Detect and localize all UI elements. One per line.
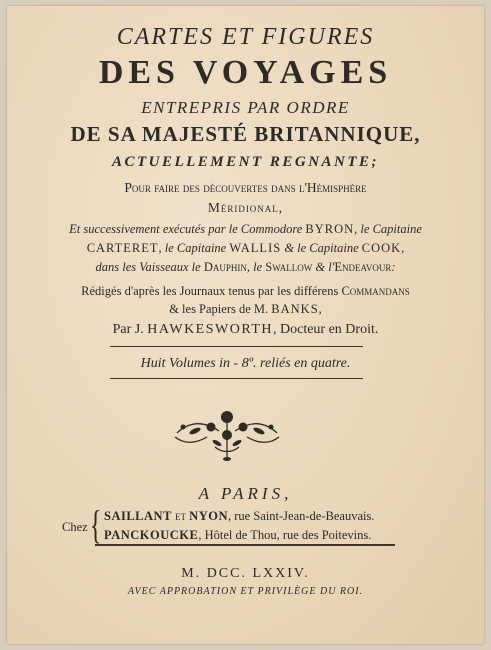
text: , le Capitaine <box>354 222 422 236</box>
volumes-line: Huit Volumes in - 8º. reliés en quatre. <box>140 356 351 371</box>
rule-imprint <box>95 544 395 546</box>
floral-vignette-icon <box>167 401 287 466</box>
text: , Docteur en Droit. <box>273 322 379 337</box>
text: & le Capitaine <box>281 241 362 255</box>
rule-bottom <box>110 378 363 379</box>
publisher-line-1 <box>104 509 374 524</box>
chez-label: Chez <box>62 520 88 534</box>
text: et <box>171 509 190 523</box>
curly-brace-icon: { <box>89 502 102 547</box>
name-nyon: NYON <box>189 509 228 523</box>
ship-endeavour: Endeavour <box>334 260 392 274</box>
redactes-line-1 <box>7 284 484 299</box>
explorers-line-2 <box>7 241 484 256</box>
name-saillant: SAILLANT <box>104 509 172 523</box>
text: , le <box>246 260 266 274</box>
commandans: Commandans <box>341 284 410 298</box>
text: Et successivement exécutés par le Commodore <box>69 222 306 236</box>
title-line-voyages: DES VOYAGES <box>98 54 393 91</box>
title-line-cartes: CARTES ET FIGURES <box>116 24 375 50</box>
description-line-2: Méridional, <box>207 200 284 215</box>
name-byron: BYRON <box>305 222 355 236</box>
rule-top <box>110 346 363 347</box>
name-banks: BANKS <box>271 302 319 316</box>
ships-line <box>7 260 484 275</box>
explorers-line-1 <box>7 222 484 237</box>
date-line: M. DCC. LXXIV. <box>181 566 310 581</box>
publisher-line-2 <box>104 528 371 543</box>
text: , <box>401 241 405 255</box>
name-wallis: WALLIS <box>229 241 282 255</box>
name-cook: COOK <box>361 241 402 255</box>
imprint-block <box>62 502 462 553</box>
text: , rue Saint-Jean-de-Beauvais. <box>227 509 375 523</box>
name-carteret: CARTERET <box>86 241 159 255</box>
author-line <box>7 322 484 338</box>
description-line-1: Pour faire des découvertes dans l'Hémisphère <box>124 180 367 195</box>
text: & l' <box>312 260 335 274</box>
text: , le Capitaine <box>158 241 230 255</box>
subtitle-majeste: DE SA MAJESTÉ BRITANNIQUE, <box>70 122 421 146</box>
text: : <box>391 260 396 274</box>
text: Rédigés d'après les Journaux tenus par les différens <box>81 284 342 298</box>
text: Par J. <box>112 322 148 337</box>
text: dans les Vaisseaux le <box>95 260 204 274</box>
redactes-line-2 <box>7 302 484 317</box>
text: , <box>318 302 322 316</box>
title-page <box>7 6 484 644</box>
city-line: A PARIS, <box>198 484 293 503</box>
approbation-line: AVEC APPROBATION ET PRIVILÈGE DU ROI. <box>127 586 364 597</box>
name-panckoucke: PANCKOUCKE <box>104 528 199 542</box>
ship-dauphin: Dauphin <box>203 260 247 274</box>
subtitle-entrepris: ENTREPRIS PAR ORDRE <box>141 98 350 117</box>
subtitle-regnante: ACTUELLEMENT REGNANTE; <box>111 154 380 170</box>
text: & les Papiers de M. <box>169 302 272 316</box>
ship-swallow: Swallow <box>265 260 313 274</box>
name-hawkesworth: HAWKESWORTH <box>147 322 273 337</box>
text: , Hôtel de Thou, rue des Poitevins. <box>198 528 372 542</box>
